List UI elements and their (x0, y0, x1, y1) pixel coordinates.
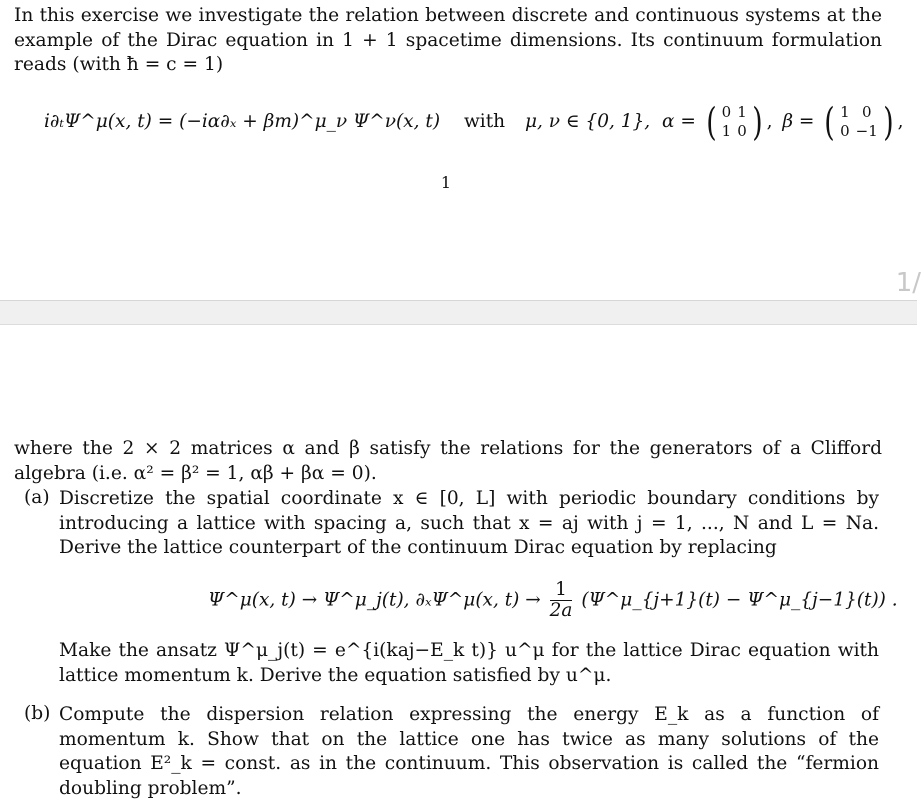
part-b-label: (b) (24, 703, 51, 724)
part-b-text: Compute the dispersion relation expressing the energy E_k as a function of momentum k. Show that on the lattice one has twice as many solutions of the equation E²_k = const. as in the continuum. This observation is called the “fermion doubling problem”. (59, 704, 879, 799)
part-a-text: Discretize the spatial coordinate x ∈ [0, L] with periodic boundary conditions by introducing a lattice with spacing a, such that x = aj with j = 1, ..., N and L = Na. Derive the lattice counterpart of the continuum Dirac equation by replacing (59, 488, 879, 558)
alpha-matrix: ( 0 1 1 0 ) (706, 100, 763, 144)
replacement-left: Ψ^μ(x, t) → Ψ^μ_j(t), ∂ₓΨ^μ(x, t) → (208, 589, 541, 611)
with-word: with (463, 111, 506, 132)
replacement-right: (Ψ^μ_{j+1}(t) − Ψ^μ_{j−1}(t)) . (581, 589, 898, 611)
pdf-page-2 (0, 325, 917, 800)
page-separator (0, 300, 917, 325)
intro-paragraph: In this exercise we investigate the relation between discrete and continuous systems at the example of the Dirac equation in 1 + 1 spacetime dimensions. Its continuum formulation reads (with ħ = c = 1) (14, 5, 882, 75)
ansatz-text: Make the ansatz Ψ^μ_j(t) = e^{i(kaj−E_k t)} u^μ for the lattice Dirac equation with lattice momentum k. Derive the equation satisfied by u^μ. (59, 640, 879, 686)
page-counter-edge: 1/ (895, 268, 921, 298)
beta-label: β = (782, 111, 815, 132)
alpha-label: α = (662, 111, 696, 132)
index-condition: μ, ν ∈ {0, 1}, (524, 111, 651, 132)
clifford-paragraph: where the 2 × 2 matrices α and β satisfy the relations for the generators of a Clifford algebra (i.e. α² = β² = 1, αβ + βα = 0). (14, 438, 882, 484)
dirac-equation: i∂ₜΨ^μ(x, t) = (−iα∂ₓ + βm)^μ_ν Ψ^ν(x, t) with μ, ν ∈ {0, 1}, α = ( 0 1 1 0 ) , β = ( 1 0 0 −1 ) , (44, 100, 904, 144)
lattice-replacement-equation (208, 580, 898, 621)
pdf-page-1 (0, 0, 917, 300)
fraction: $\frac{1}{2a}$ (549, 579, 573, 621)
beta-matrix: ( 1 0 0 −1 ) (824, 100, 894, 144)
part-a-label: (a) (24, 487, 50, 508)
page-number: 1 (440, 173, 452, 192)
dirac-equation-lhs: i∂ₜΨ^μ(x, t) = (−iα∂ₓ + βm)^μ_ν Ψ^ν(x, t) (44, 111, 441, 132)
